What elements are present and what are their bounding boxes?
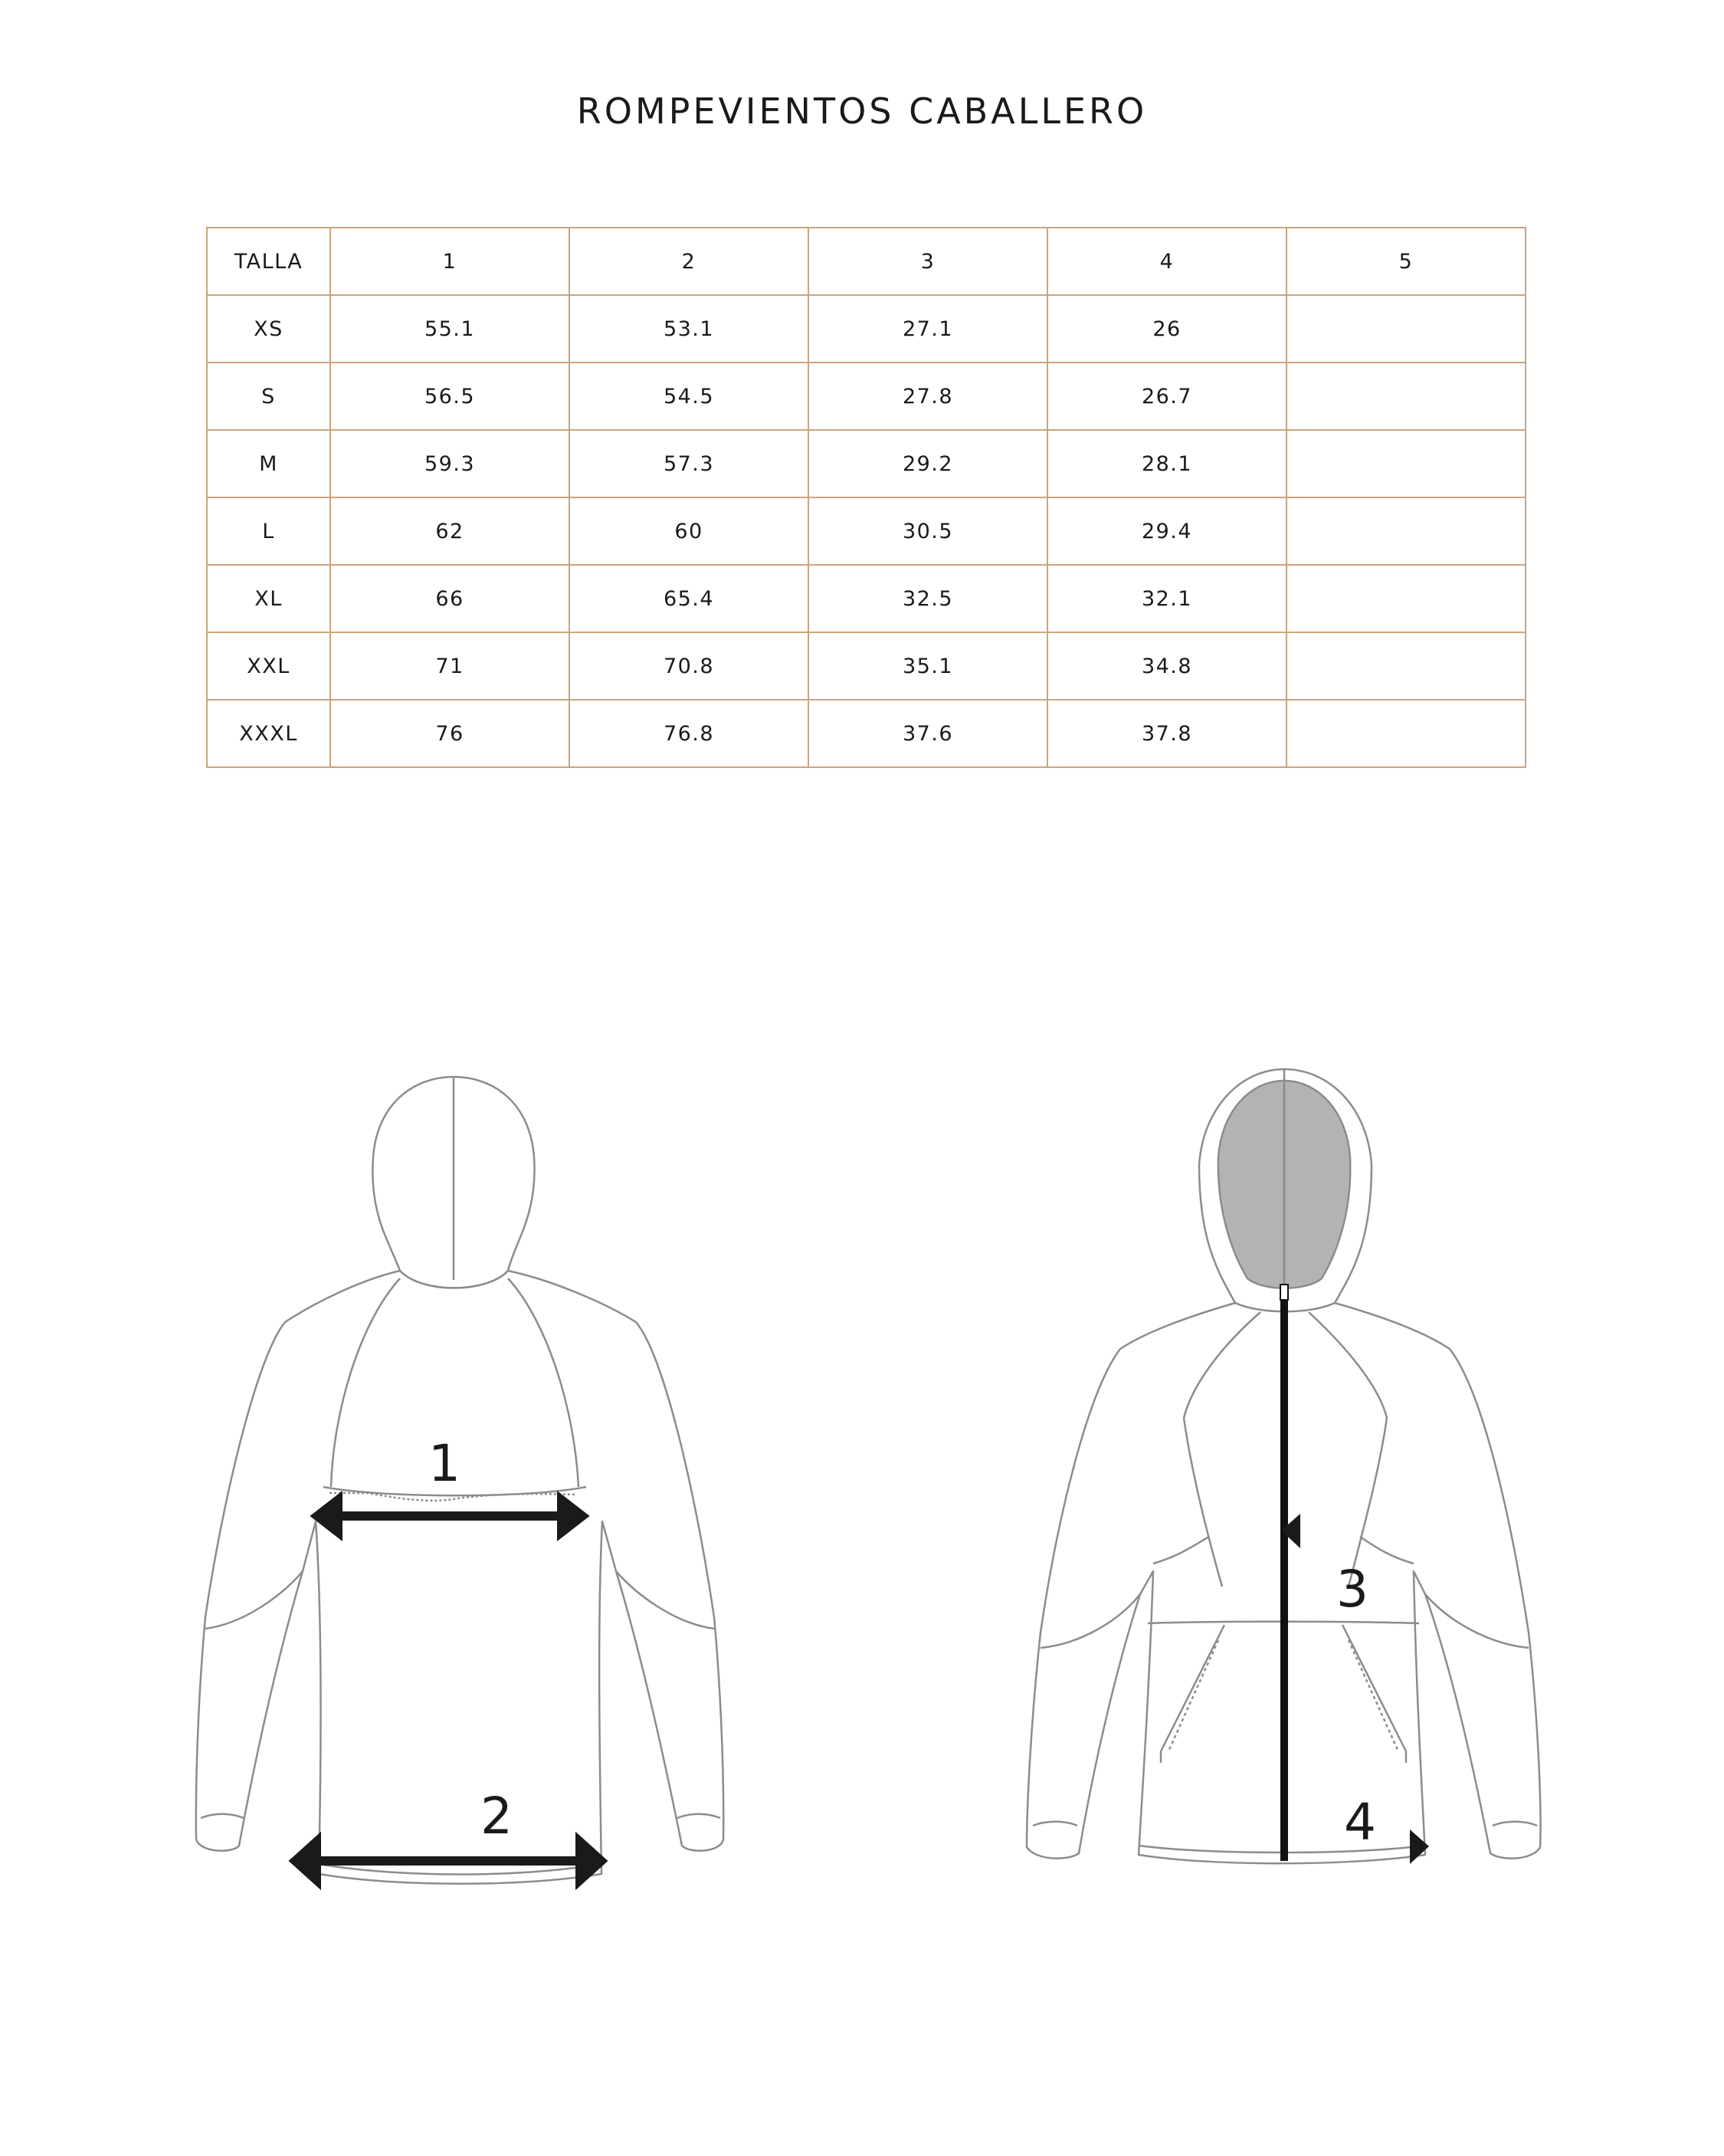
- table-row: [207, 632, 1526, 700]
- size-table: [206, 227, 1526, 768]
- table-cell: 37.8: [1047, 700, 1286, 767]
- header-cell: 4: [1047, 228, 1286, 295]
- table-cell: 28.1: [1047, 430, 1286, 497]
- size-cell: XXL: [207, 632, 330, 700]
- header-cell: 3: [808, 228, 1047, 295]
- table-cell: 27.1: [808, 295, 1047, 363]
- table-row: [207, 565, 1526, 632]
- jacket-back-diagram: [0, 1035, 862, 1931]
- table-row: [207, 497, 1526, 565]
- table-cell: [1286, 565, 1526, 632]
- table-cell: 76.8: [569, 700, 808, 767]
- table-cell: 29.2: [808, 430, 1047, 497]
- table-cell: 34.8: [1047, 632, 1286, 700]
- table-cell: [1286, 363, 1526, 430]
- measure-label-2: 2: [480, 1787, 513, 1846]
- table-row: [207, 363, 1526, 430]
- table-cell: [1286, 430, 1526, 497]
- size-cell: XS: [207, 295, 330, 363]
- table-cell: 60: [569, 497, 808, 565]
- jacket-front-diagram: [862, 1035, 1724, 1931]
- table-cell: 26.7: [1047, 363, 1286, 430]
- page-title: ROMPEVIENTOS CABALLERO: [576, 90, 1148, 132]
- table-cell: 53.1: [569, 295, 808, 363]
- table-row: [207, 295, 1526, 363]
- table-cell: 57.3: [569, 430, 808, 497]
- table-cell: 54.5: [569, 363, 808, 430]
- table-cell: 37.6: [808, 700, 1047, 767]
- table-cell: 29.4: [1047, 497, 1286, 565]
- table-cell: [1286, 632, 1526, 700]
- table-cell: 62: [330, 497, 569, 565]
- table-cell: 32.1: [1047, 565, 1286, 632]
- header-cell: TALLA: [207, 228, 330, 295]
- table-cell: 59.3: [330, 430, 569, 497]
- table-cell: 35.1: [808, 632, 1047, 700]
- header-cell: 5: [1286, 228, 1526, 295]
- table-cell: 66: [330, 565, 569, 632]
- table-cell: 26: [1047, 295, 1286, 363]
- size-cell: XL: [207, 565, 330, 632]
- table-row: [207, 430, 1526, 497]
- size-cell: L: [207, 497, 330, 565]
- table-cell: [1286, 497, 1526, 565]
- table-cell: [1286, 700, 1526, 767]
- measure-label-1: 1: [428, 1434, 460, 1493]
- table-cell: 55.1: [330, 295, 569, 363]
- zipper-pull: [1280, 1285, 1288, 1300]
- header-cell: 1: [330, 228, 569, 295]
- table-cell: 70.8: [569, 632, 808, 700]
- table-cell: 56.5: [330, 363, 569, 430]
- header-cell: 2: [569, 228, 808, 295]
- table-cell: 27.8: [808, 363, 1047, 430]
- size-cell: S: [207, 363, 330, 430]
- table-cell: 30.5: [808, 497, 1047, 565]
- table-cell: [1286, 295, 1526, 363]
- size-cell: XXXL: [207, 700, 330, 767]
- table-row: [207, 700, 1526, 767]
- table-header-row: [207, 228, 1526, 295]
- table-cell: 76: [330, 700, 569, 767]
- table-cell: 65.4: [569, 565, 808, 632]
- measure-label-3: 3: [1336, 1560, 1368, 1619]
- table-cell: 32.5: [808, 565, 1047, 632]
- table-cell: 71: [330, 632, 569, 700]
- size-cell: M: [207, 430, 330, 497]
- measure-label-4: 4: [1344, 1793, 1376, 1852]
